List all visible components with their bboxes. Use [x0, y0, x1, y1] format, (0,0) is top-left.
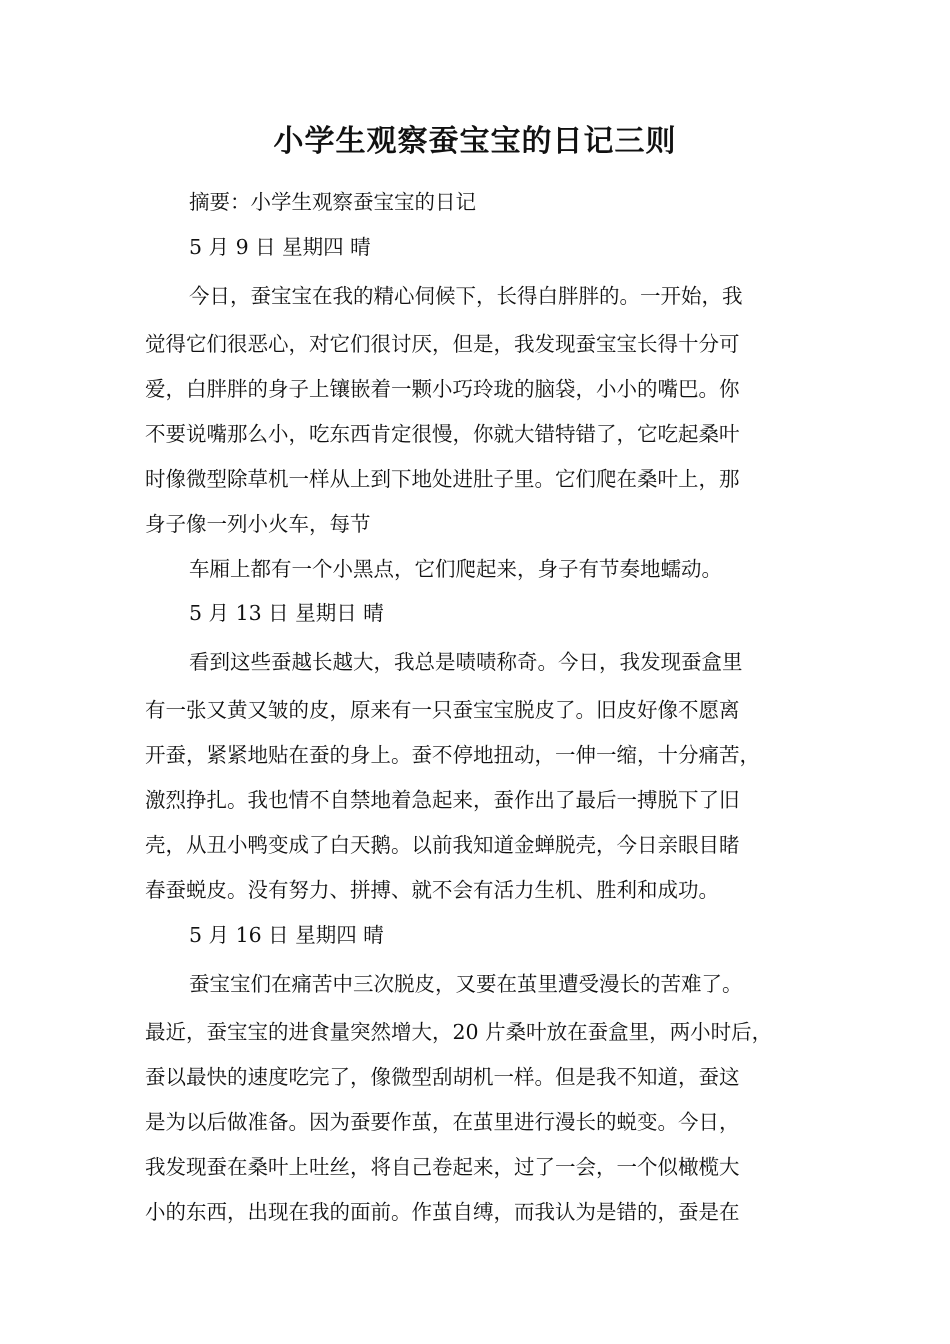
- paragraph-line: 看到这些蚕越长越大，我总是啧啧称奇。今日，我发现蚕盒里: [189, 650, 743, 674]
- paragraph-line: 小的东西，出现在我的面前。作茧自缚，而我认为是错的，蚕是在: [145, 1200, 740, 1224]
- paragraph-line: 春蚕蜕皮。没有努力、拼搏、就不会有活力生机、胜利和成功。: [145, 878, 719, 902]
- abstract-line: 摘要：小学生观察蚕宝宝的日记: [189, 190, 476, 214]
- paragraph-line: 爱，白胖胖的身子上镶嵌着一颗小巧玲珑的脑袋，小小的嘴巴。你: [145, 377, 740, 401]
- paragraph-line: 蚕宝宝们在痛苦中三次脱皮，又要在茧里遭受漫长的苦难了。: [189, 972, 743, 996]
- paragraph-line: 时像微型除草机一样从上到下地处进肚子里。它们爬在桑叶上，那: [145, 467, 740, 491]
- paragraph-line: 最近，蚕宝宝的进食量突然增大，20 片桑叶放在蚕盒里，两小时后，: [145, 1020, 773, 1044]
- paragraph-line: 开蚕，紧紧地贴在蚕的身上。蚕不停地扭动，一伸一缩，十分痛苦，: [145, 743, 760, 767]
- paragraph-line: 蚕以最快的速度吃完了，像微型刮胡机一样。但是我不知道，蚕这: [145, 1065, 740, 1089]
- paragraph-line: 有一张又黄又皱的皮，原来有一只蚕宝宝脱皮了。旧皮好像不愿离: [145, 698, 740, 722]
- paragraph-line: 身子像一列小火车，每节: [145, 512, 371, 536]
- paragraph-line: 是为以后做准备。因为蚕要作茧，在茧里进行漫长的蜕变。今日，: [145, 1110, 740, 1134]
- paragraph-line: 激烈挣扎。我也情不自禁地着急起来，蚕作出了最后一搏脱下了旧: [145, 788, 740, 812]
- document-body: [145, 180, 810, 1235]
- paragraph-line: 壳，从丑小鸭变成了白天鹅。以前我知道金蝉脱壳，今日亲眼目睹: [145, 833, 740, 857]
- entry-date: 5 月 16 日 星期四 晴: [189, 923, 384, 947]
- entry-date: 5 月 13 日 星期日 晴: [189, 601, 384, 625]
- paragraph-line: 不要说嘴那么小，吃东西肯定很慢，你就大错特错了，它吃起桑叶: [145, 422, 740, 446]
- paragraph-line: 车厢上都有一个小黑点，它们爬起来，身子有节奏地蠕动。: [189, 557, 722, 581]
- document-title: 小学生观察蚕宝宝的日记三则: [273, 124, 677, 159]
- entry-date: 5 月 9 日 星期四 晴: [189, 235, 371, 259]
- paragraph-line: 觉得它们很恶心，对它们很讨厌，但是，我发现蚕宝宝长得十分可: [145, 332, 740, 356]
- paragraph-line: 今日，蚕宝宝在我的精心伺候下，长得白胖胖的。一开始，我: [189, 284, 743, 308]
- paragraph-line: 我发现蚕在桑叶上吐丝，将自己卷起来，过了一会，一个似橄榄大: [145, 1155, 740, 1179]
